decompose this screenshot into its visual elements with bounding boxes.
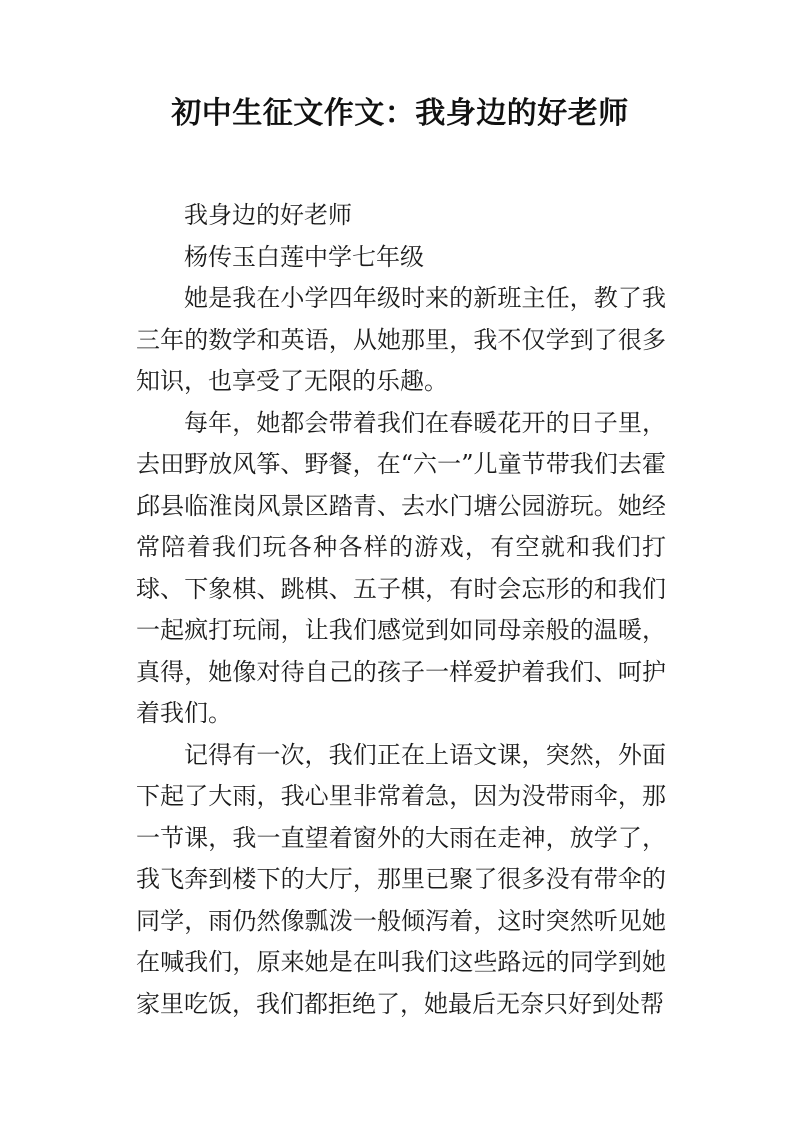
paragraph: 她是我在小学四年级时来的新班主任，教了我三年的数学和英语，从她那里，我不仅学到了很多知识，也享受了无限的乐趣。 — [136, 284, 666, 395]
paragraph: 每年，她都会带着我们在春暖花开的日子里，去田野放风筝、野餐，在“六一”儿童节带我们去霍邱县临淮岗风景区踏青、去水门塘公园游玩。她经常陪着我们玩各种各样的游戏，有空就和我们打球、下象棋、跳棋、五子棋，有时会忘形的和我们一起疯打玩闹，让我们感觉到如同母亲般的温暖，真得，她像对待自己的孩子一样爱护着我们、呵护着我们。 — [136, 408, 666, 727]
essay-heading: 我身边的好老师 — [184, 201, 352, 229]
document-body — [136, 195, 666, 1025]
paragraph: 记得有一次，我们正在上语文课，突然，外面下起了大雨，我心里非常着急，因为没带雨伞，那一节课，我一直望着窗外的大雨在走神，放学了，我飞奔到楼下的大厅，那里已聚了很多没有带伞的同学，雨仍然像瓢泼一般倾泻着，这时突然听见她在喊我们，原来她是在叫我们这些路远的同学到她家里吃饭，我们都拒绝了，她最后无奈只好到处帮 — [136, 740, 666, 1018]
author-line: 杨传玉白莲中学七年级 — [184, 242, 424, 271]
document-title: 初中生征文作文：我身边的好老师 — [171, 96, 629, 131]
